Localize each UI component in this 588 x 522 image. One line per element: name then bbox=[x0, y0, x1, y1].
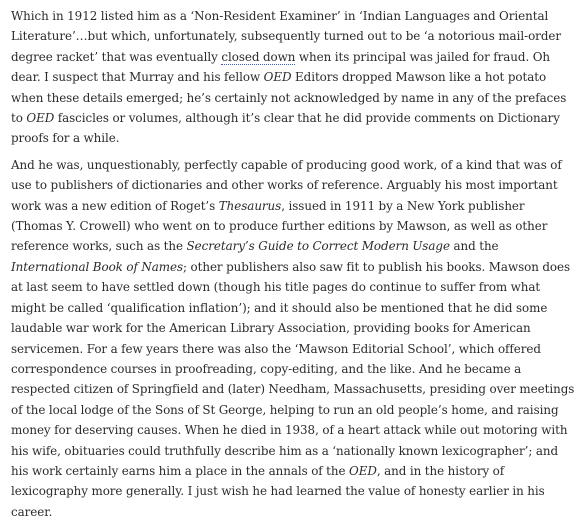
p2-text-4: ; other publishers also saw fit to publish his books. Mawson does at last seem to have settled down (though his title pages do continue to suffer from what might be called ‘qualification inflation’); and it should also be mentioned that he did some laudable war work for the American Library Association, providing books for American servicemen. For a few years there was also the ‘Mawson Editorial School’, which offered correspondence courses in proofreading, copy-editing, and the like. And he became a respected citizen of Springfield and (later) Needham, Massachusetts, presiding over meetings of the local lodge of the Sons of St George, helping to run an old people’s home, and raising money for deserving causes. When he died in 1938, of a heart attack while out motoring with his wife, obituaries could truthfully describe him as a ‘nationally known lexicographer’; and his work certainly earns him a place in the annals of the bbox=[11, 259, 575, 478]
article-body bbox=[11, 6, 576, 522]
p1-text-2: when its principal was jailed for fraud. Oh dear. I suspect that Murray and his fellow bbox=[11, 49, 551, 85]
p2-book-of-names: International Book of Names bbox=[11, 259, 184, 274]
closed-down-link[interactable]: closed down bbox=[221, 49, 296, 64]
p2-oed: OED bbox=[349, 463, 377, 478]
p2-secretarys-guide: Secretary’s Guide to Correct Modern Usage bbox=[186, 239, 450, 254]
p1-text-3: Editors dropped Mawson like a hot potato when these details emerged; he’s certainly not acknowledged by name in any of the prefaces to bbox=[11, 70, 567, 126]
p2-text-2: , issued in 1911 by a New York publisher (Thomas Y. Crowell) who went on to produce further editions by Mawson, as well as other reference works, such as the bbox=[11, 198, 548, 254]
paragraph-2 bbox=[11, 155, 576, 522]
p2-thesaurus: Thesaurus bbox=[218, 198, 282, 213]
p1-oed-2: OED bbox=[26, 111, 55, 126]
p1-text-4: fascicles or volumes, although it’s clear that he did provide comments on Dictionary proofs for a while. bbox=[11, 111, 560, 146]
p2-text-1: And he was, unquestionably, perfectly capable of producing good work, of a kind that was of use to publishers of dictionaries and other works of reference. Arguably his most important work was a new edition of Roget’s bbox=[11, 157, 562, 213]
p2-text-3: and the bbox=[449, 239, 499, 254]
p2-text-5: , and in the history of lexicography more generally. I just wish he had learned the value of honesty earlier in his career. bbox=[11, 463, 545, 519]
p1-oed-1: OED bbox=[263, 70, 292, 85]
p1-text-1: Which in 1912 listed him as a ‘Non-Resident Examiner’ in ‘Indian Languages and Oriental Literature’…but which, unfortunately, subsequently turned out to be ‘a notorious mail-order degree racket’ that was eventually bbox=[11, 9, 561, 64]
paragraph-1 bbox=[11, 6, 576, 149]
